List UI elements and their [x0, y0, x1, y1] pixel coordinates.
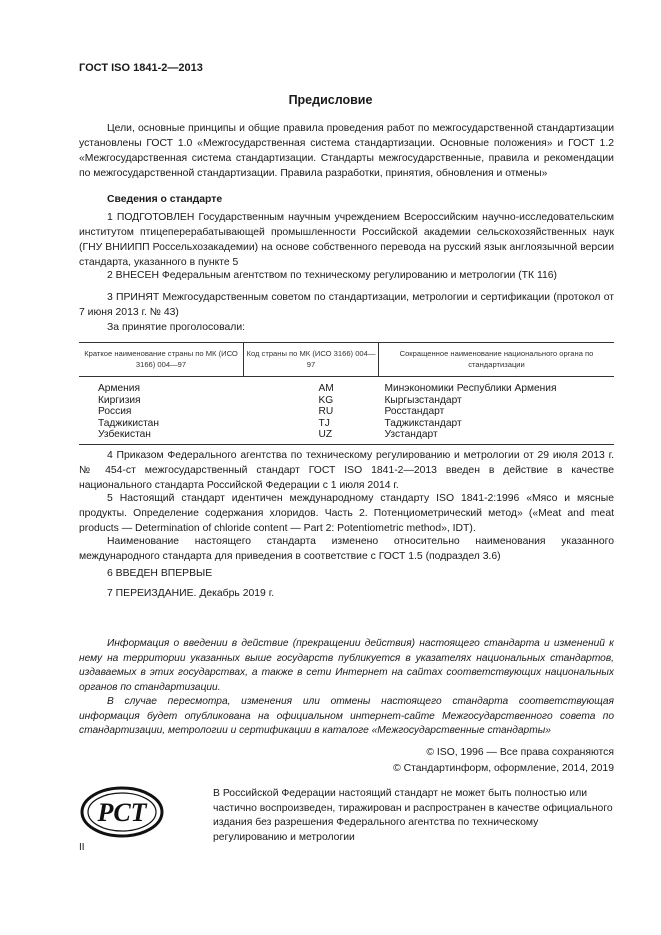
country-code: TJ — [318, 417, 330, 429]
rst-logo — [79, 785, 165, 844]
country-code: RU — [318, 406, 334, 417]
table-row — [79, 418, 614, 430]
svg-text:РСТ: РСТ — [97, 798, 147, 827]
voting-table — [79, 342, 614, 445]
item-5: 5 Настоящий стандарт идентичен международному стандарту ISO 1841-2:1996 «Мясо и мясные продукты. Определение содержания хлоридов. Часть 2. Потенциометрический метод» («Meat and meat products — Determination of chloride content — Part 2: Potentiometric method», IDT). — [79, 493, 614, 534]
country-code: UZ — [244, 429, 379, 444]
standards-body: Таджикстандарт — [384, 417, 462, 429]
item-3: 3 ПРИНЯТ Межгосударственным советом по стандартизации, метрологии и сертификации (протокол от 7 июня 2013 г. № 43) — [79, 292, 614, 318]
country-name: Таджикистан — [98, 417, 159, 429]
rst-logo-icon — [79, 785, 165, 839]
country-code: KG — [318, 394, 334, 406]
standards-body: Кыргызстандарт — [384, 394, 462, 406]
reproduction-notice: В Российской Федерации настоящий стандарт не может быть полностью или частично воспроизведен, тиражирован и распространен в качестве официального издания без разрешения Федерального агентства по техническому регулированию и метрологии — [213, 788, 613, 843]
country-name: Россия — [98, 406, 132, 417]
country-name: Армения — [98, 383, 140, 394]
standards-body: Узстандарт — [379, 429, 615, 444]
info-paragraph-2: В случае пересмотра, изменения или отмены настоящего стандарта соответствующая информация будет опубликована на официальном интернет-сайте Межгосударственного совета по стандартизации, метрологии и сертификации в каталоге «Межгосударственные стандарты» — [79, 696, 614, 737]
country-name: Узбекистан — [79, 429, 244, 444]
item-1: 1 ПОДГОТОВЛЕН Государственным научным учреждением Всероссийским научно-исследовательским институтом птицеперерабатывающей промышленности Российской академии сельскохозяйственных наук (ГНУ ВНИИПП Россельхозакадемии) на основе собственного перевода на русский язык англоязычной версии стандарта, указанного в пункте 5 — [79, 212, 614, 268]
item-4: 4 Приказом Федерального агентства по техническому регулированию и метрологии от 29 июля 2013 г. № 454-ст межгосударственный стандарт ГОСТ ISO 1841-2—2013 введен в действие в качестве национального стандарта Российской Федерации с 1 июля 2014 г. — [79, 450, 614, 491]
country-code: AM — [318, 383, 334, 394]
item-5-note: Наименование настоящего стандарта изменено относительно наименования указанного международного стандарта для приведения в соответствие с ГОСТ 1.5 (подраздел 3.6) — [79, 536, 614, 562]
table-row — [79, 406, 614, 418]
table-header: Код страны по МК (ИСО 3166) 004—97 — [244, 343, 379, 377]
table-row — [79, 429, 614, 444]
copyright-standartinform: © Стандартинформ, оформление, 2014, 2019 — [393, 763, 614, 774]
table-row — [79, 395, 614, 407]
document-code: ГОСТ ISO 1841-2—2013 — [79, 62, 203, 74]
table-header: Сокращенное наименование национального органа по стандартизации — [379, 343, 615, 377]
item-2: 2 ВНЕСЕН Федеральным агентством по техническому регулированию и метрологии (ТК 116) — [107, 270, 557, 281]
table-header: Краткое наименование страны по МК (ИСО 3166) 004—97 — [79, 343, 244, 377]
section-subtitle: Сведения о стандарте — [107, 194, 223, 205]
intro-paragraph: Цели, основные принципы и общие правила проведения работ по межгосударственной стандартизации установлены ГОСТ 1.0 «Межгосударственная система стандартизации. Основные положения» и ГОСТ 1.2 «Межгосударственная система стандартизации. Стандарты межгосударственные, правила и рекомендации по межгосударственной стандартизации. Правила разработки, принятия, обновления и отмены» — [79, 123, 614, 179]
item-6: 6 ВВЕДЕН ВПЕРВЫЕ — [107, 568, 213, 579]
page-number: II — [79, 842, 85, 853]
standards-body: Росстандарт — [384, 406, 445, 417]
table-row — [79, 377, 614, 395]
info-paragraph-1: Информация о введении в действие (прекращении действия) настоящего стандарта и изменений к нему на территории указанных выше государств публикуется в указателях национальных стандартов, издаваемых в этих государствах, а также в сети Интернет на сайтах соответствующих национальных органов по стандартизации. — [79, 638, 614, 694]
standards-body: Минэкономики Республики Армения — [384, 383, 557, 394]
vote-label: За принятие проголосовали: — [107, 322, 246, 333]
table-header-row — [79, 343, 614, 377]
country-name: Киргизия — [98, 394, 141, 406]
copyright-iso: © ISO, 1996 — Все права сохраняются — [426, 747, 614, 758]
item-7: 7 ПЕРЕИЗДАНИЕ. Декабрь 2019 г. — [107, 588, 275, 599]
page-title: Предисловие — [288, 93, 373, 107]
